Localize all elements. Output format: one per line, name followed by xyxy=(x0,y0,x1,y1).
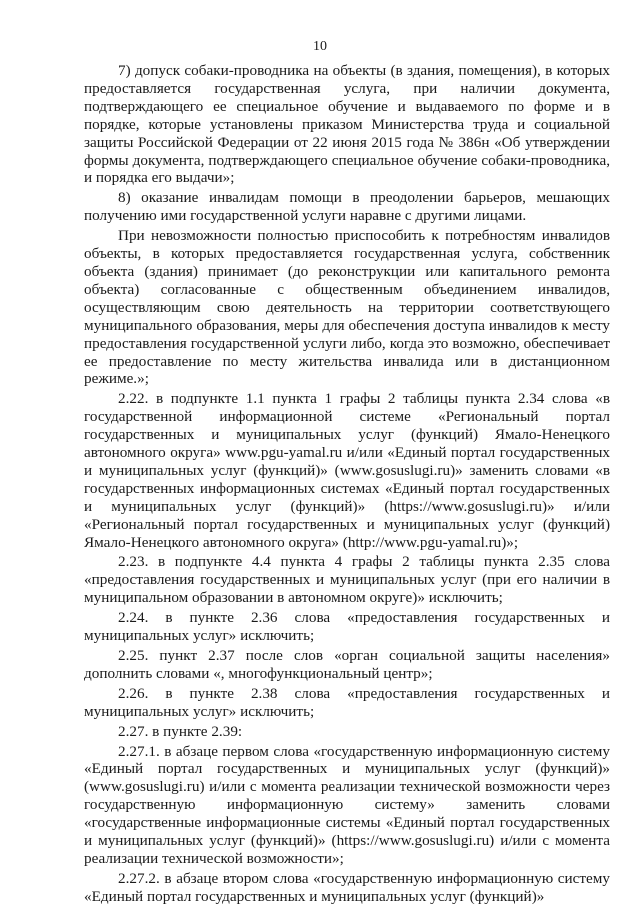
paragraph-2-26: 2.26. в пункте 2.38 слова «предоставления государственных и муниципальных услуг» исключить; xyxy=(84,684,610,720)
paragraph-inability-adaptation: При невозможности полностью приспособить к потребностям инвалидов объекты, в которых предоставляется государственная услуга, собственник объекта (здания) принимает (до реконструкции или капитального ремонта объекта) согласованные с общественным объединением инвалидов, осуществляющим свою деятельность на территории соответствующего муниципального образования, меры для обеспечения доступа инвалидов к месту предоставления государственной услуги либо, когда это возможно, обеспечивает ее предоставление по месту жительства инвалида или в дистанционном режиме.»; xyxy=(84,227,610,388)
paragraph-2-24: 2.24. в пункте 2.36 слова «предоставления государственных и муниципальных услуг» исключить; xyxy=(84,609,610,645)
paragraph-2-27-1: 2.27.1. в абзаце первом слова «государственную информационную систему «Единый портал государственных и муниципальных услуг (функций)» (www.gosuslugi.ru) и/или с момента реализации технической возможности через государственную информационную систему» заменить словами «государственные информационные системы «Единый портал государственных и муниципальных услуг (функций)» (https://www.gosuslugi.ru) и/или с момента реализации технической возможности»; xyxy=(84,742,610,867)
page-number: 10 xyxy=(313,39,327,54)
document-body xyxy=(84,62,610,906)
paragraph-2-23: 2.23. в подпункте 4.4 пункта 4 графы 2 таблицы пункта 2.35 слова «предоставления государственных и муниципальных услуг (при его наличии в муниципальном образовании в автономном округе)» исключить; xyxy=(84,553,610,607)
paragraph-2-25: 2.25. пункт 2.37 после слов «орган социальной защиты населения» дополнить словами «, многофункциональный центр»; xyxy=(84,647,610,682)
paragraph-2-27-2: 2.27.2. в абзаце втором слова «государственную информационную систему «Единый портал государственных и муниципальных услуг (функций)» xyxy=(84,869,610,905)
paragraph-2-27: 2.27. в пункте 2.39: xyxy=(118,722,243,740)
paragraph-2-22: 2.22. в подпункте 1.1 пункта 1 графы 2 таблицы пункта 2.34 слова «в государственной информационной системе «Региональный портал государственных и муниципальных услуг (функций) Ямало-Ненецкого автономного округа» www.pgu-yamal.ru и/или «Единый портал государственных и муниципальных услуг (функций)» (www.gosuslugi.ru)» заменить словами «в государственных информационных системах «Единый портал государственных и муниципальных услуг (функций)» (https://www.gosuslugi.ru)» и/или «Региональный портал государственных и муниципальных услуг (функций) Ямало-Ненецкого автономного округа» (http://www.pgu-yamal.ru)»; xyxy=(84,390,610,551)
paragraph-item-8: 8) оказание инвалидам помощи в преодолении барьеров, мешающих получению ими государственной услуги наравне с другими лицами. xyxy=(84,189,610,225)
paragraph-item-7: 7) допуск собаки-проводника на объекты (в здания, помещения), в которых предоставляется государственная услуга, при наличии документа, подтверждающего ее специальное обучение и выдаваемого по форме и в порядке, которые установлены приказом Министерства труда и социальной защиты Российской Федерации от 22 июня 2015 года № 386н «Об утверждении формы документа, подтверждающего специальное обучение собаки-проводника, и порядка его выдачи»; xyxy=(84,62,610,187)
